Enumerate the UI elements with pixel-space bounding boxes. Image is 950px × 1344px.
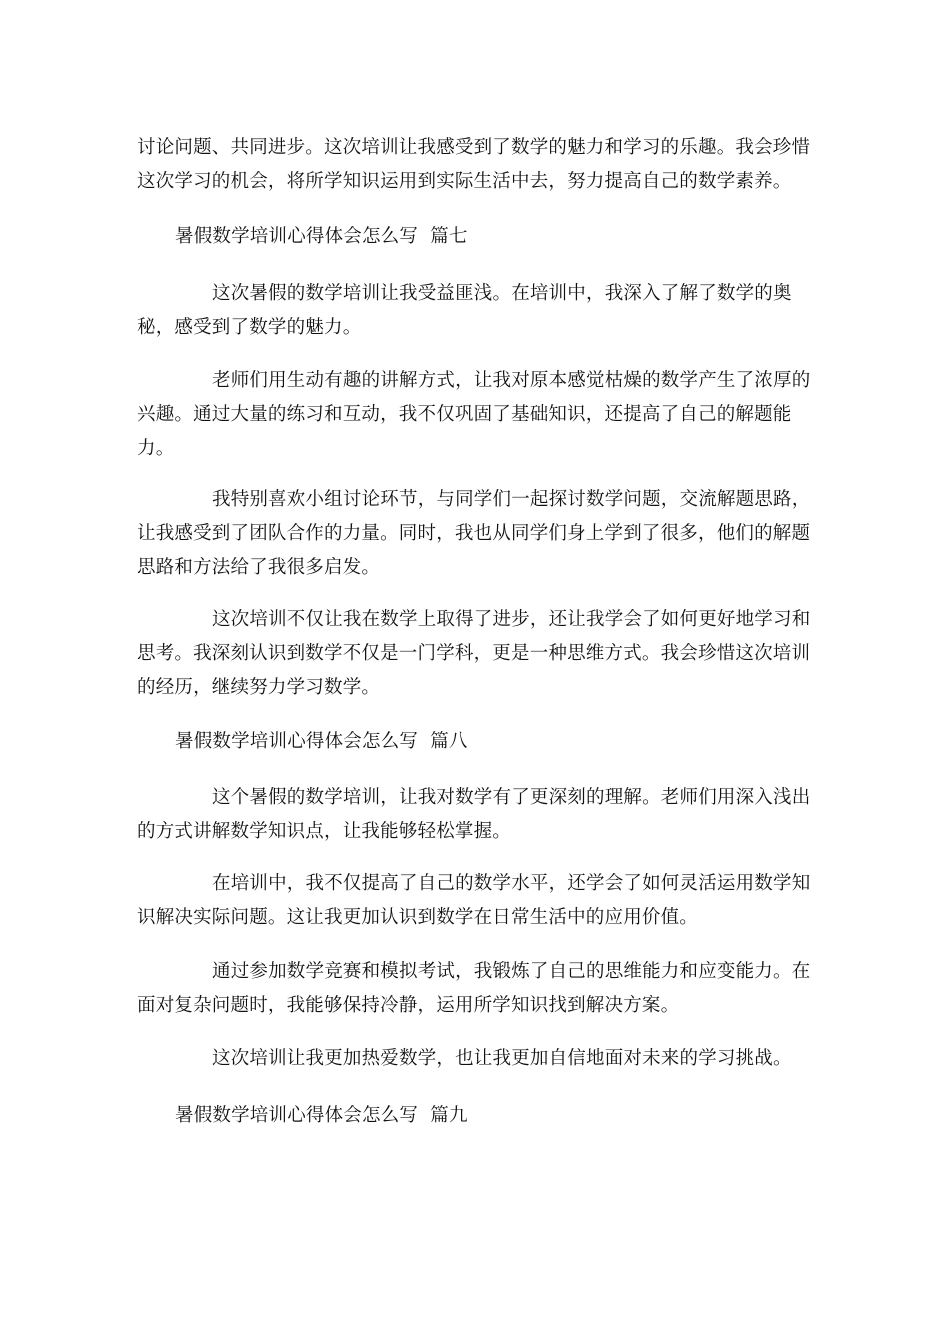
continuation-paragraph: 讨论问题、共同进步。这次培训让我感受到了数学的魅力和学习的乐趣。我会珍惜这次学习的机会，将所学知识运用到实际生活中去，努力提高自己的数学素养。 — [137, 137, 811, 192]
paragraph: 这次培训让我更加热爱数学，也让我更加自信地面对未来的学习挑战。 — [212, 1048, 792, 1069]
paragraph: 老师们用生动有趣的讲解方式，让我对原本感觉枯燥的数学产生了浓厚的兴趣。通过大量的练习和互动，我不仅巩固了基础知识，还提高了自己的解题能力。 — [137, 370, 811, 459]
section-heading-7: 暑假数学培训心得体会怎么写 篇七 — [175, 226, 468, 247]
paragraph: 这个暑假的数学培训，让我对数学有了更深刻的理解。老师们用深入浅出的方式讲解数学知识点，让我能够轻松掌握。 — [137, 787, 811, 842]
paragraph: 这次培训不仅让我在数学上取得了进步，还让我学会了如何更好地学习和思考。我深刻认识到数学不仅是一门学科，更是一种思维方式。我会珍惜这次培训的经历，继续努力学习数学。 — [137, 609, 811, 698]
paragraph: 通过参加数学竞赛和模拟考试，我锻炼了自己的思维能力和应变能力。在面对复杂问题时，我能够保持冷静，运用所学知识找到解决方案。 — [137, 961, 811, 1016]
section-heading-8: 暑假数学培训心得体会怎么写 篇八 — [175, 731, 468, 752]
paragraph: 在培训中，我不仅提高了自己的数学水平，还学会了如何灵活运用数学知识解决实际问题。这让我更加认识到数学在日常生活中的应用价值。 — [137, 873, 811, 928]
paragraph: 我特别喜欢小组讨论环节，与同学们一起探讨数学问题，交流解题思路，让我感受到了团队合作的力量。同时，我也从同学们身上学到了很多，他们的解题思路和方法给了我很多启发。 — [137, 489, 811, 578]
section-heading-9: 暑假数学培训心得体会怎么写 篇九 — [175, 1105, 468, 1126]
paragraph: 这次暑假的数学培训让我受益匪浅。在培训中，我深入了解了数学的奥秘，感受到了数学的魅力。 — [137, 283, 792, 338]
